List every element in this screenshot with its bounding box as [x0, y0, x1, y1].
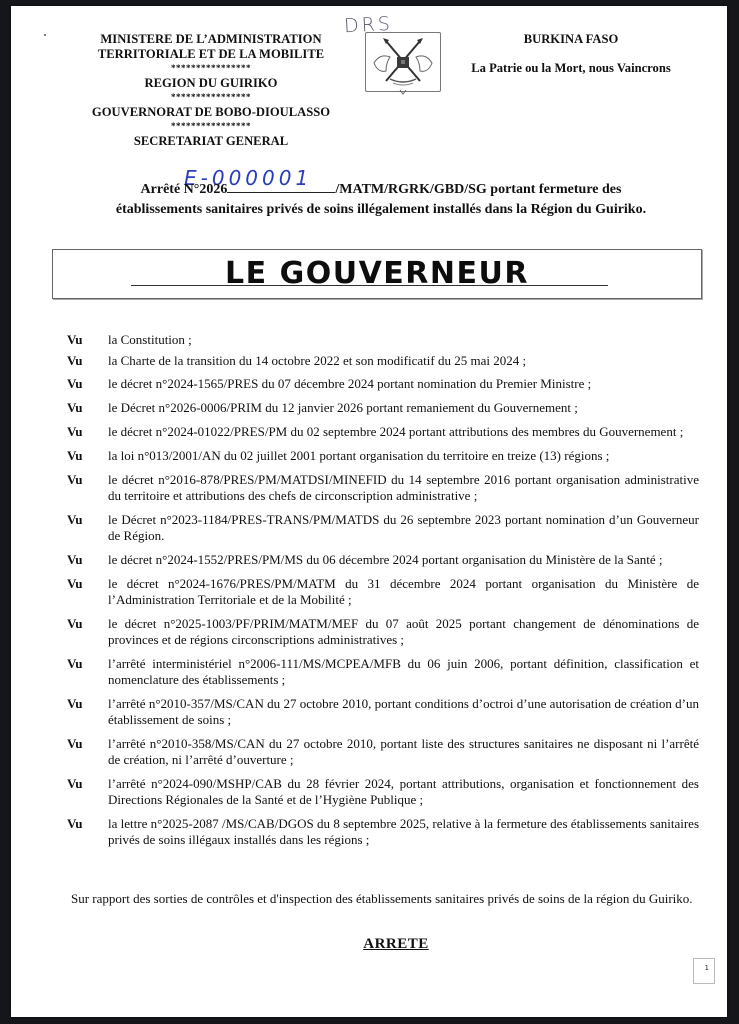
- secretariat-name: SECRETARIAT GENERAL: [133, 134, 289, 148]
- national-motto: La Patrie ou la Mort, nous Vaincrons: [471, 61, 671, 75]
- list-item: Vu le décret n°2025-1003/PF/PRIM/MATM/MEF du 07 août 2025 portant changement de dénominations de provinces et de régions circonscriptions administratives ;: [67, 616, 699, 647]
- authority-title: LE GOUVERNEUR: [225, 256, 529, 291]
- ministry-line-1: MINISTERE DE L’ADMINISTRATION: [100, 32, 322, 46]
- list-item: Vu l’arrêté n°2010-357/MS/CAN du 27 octobre 2010, portant conditions d’octroi d’une autorisation de création d’un établissement de soins ;: [67, 696, 699, 727]
- decree-number-blank: [227, 178, 335, 193]
- report-reference: Sur rapport des sorties de contrôles et d'inspection des établissements sanitaires privés de soins de la région du Guiriko.: [71, 891, 693, 906]
- list-item: Vu le Décret n°2026-0006/PRIM du 12 janvier 2026 portant remaniement du Gouvernement ;: [67, 400, 578, 415]
- list-item: Vu la loi n°013/2001/AN du 02 juillet 2001 portant organisation du territoire en treize (13) régions ;: [67, 448, 610, 463]
- list-item: Vu le Décret n°2023-1184/PRES-TRANS/PM/MATDS du 26 septembre 2023 portant nomination d’un Gouverneur de Région.: [67, 512, 699, 543]
- scan-speck: [44, 34, 46, 36]
- issuing-authority-header: [71, 32, 351, 149]
- list-item: Vu le décret n°2024-1565/PRES du 07 décembre 2024 portant nomination du Premier Ministre ;: [67, 376, 592, 391]
- separator: ****************: [171, 121, 251, 131]
- list-item: Vu le décret n°2024-1676/PRES/PM/MATM du 31 décembre 2024 portant organisation du Ministère de l’Administration Territoriale et de la Mobilité ;: [67, 576, 699, 607]
- authority-underline: [131, 285, 608, 286]
- page-number: 1: [693, 958, 715, 984]
- list-item: Vu l’arrêté interministériel n°2006-111/MS/MCPEA/MFB du 06 juin 2006, portant définition, classification et nomenclature des établissements ;: [67, 656, 699, 687]
- separator: ****************: [171, 63, 251, 73]
- decree-title: [71, 178, 691, 220]
- list-item: Vu l’arrêté n°2024-090/MSHP/CAB du 28 février 2024, portant attributions, organisation et fonctionnement des Directions Régionales de la Santé et de l’Hygiène Publique ;: [67, 776, 699, 807]
- decree-title-prefix: Arrêté N°2026: [140, 182, 228, 197]
- document-page: [11, 6, 727, 1017]
- handwritten-note: DRS: [343, 12, 394, 38]
- decision-heading: ARRETE: [363, 936, 429, 952]
- list-item: Vu l’arrêté n°2010-358/MS/CAN du 27 octobre 2010, portant liste des structures sanitaires ne disposant ni l’arrêté de création, ni l’arrêté d’ouverture ;: [67, 736, 699, 767]
- authority-banner: [52, 249, 702, 299]
- separator: ****************: [171, 92, 251, 102]
- decree-title-line-2: établissements sanitaires privés de soins illégalement installés dans la Région du Guiriko.: [115, 202, 647, 217]
- list-item: Vu la Constitution ;: [67, 332, 192, 347]
- region-name: REGION DU GUIRIKO: [144, 76, 278, 90]
- country-header: [441, 32, 701, 76]
- list-item: Vu le décret n°2016-878/PRES/PM/MATDSI/MINEFID du 14 septembre 2016 portant organisation administrative du territoire et attributions des chefs de circonscription administrative ;: [67, 472, 699, 503]
- decree-title-suffix: /MATM/RGRK/GBD/SG portant fermeture des: [335, 182, 622, 197]
- governorate-name: GOUVERNORAT DE BOBO-DIOULASSO: [91, 105, 331, 119]
- list-item: Vu la Charte de la transition du 14 octobre 2022 et son modificatif du 25 mai 2024 ;: [67, 353, 527, 368]
- legal-basis-list: [67, 332, 707, 848]
- list-item: Vu la lettre n°2025-2087 /MS/CAB/DGOS du 8 septembre 2025, relative à la fermeture des établissements sanitaires privés de soins illégaux installés dans les régions ;: [67, 816, 699, 847]
- country-name: BURKINA FASO: [523, 32, 619, 46]
- ministry-line-2: TERRITORIALE ET DE LA MOBILITE: [97, 47, 325, 61]
- coat-of-arms-icon: [365, 32, 441, 92]
- handwritten-decree-number: E-000001: [184, 166, 313, 190]
- list-item: Vu le décret n°2024-1552/PRES/PM/MS du 06 décembre 2024 portant organisation du Ministère de la Santé ;: [67, 552, 663, 567]
- list-item: Vu le décret n°2024-01022/PRES/PM du 02 septembre 2024 portant attributions des membres du Gouvernement ;: [67, 424, 684, 439]
